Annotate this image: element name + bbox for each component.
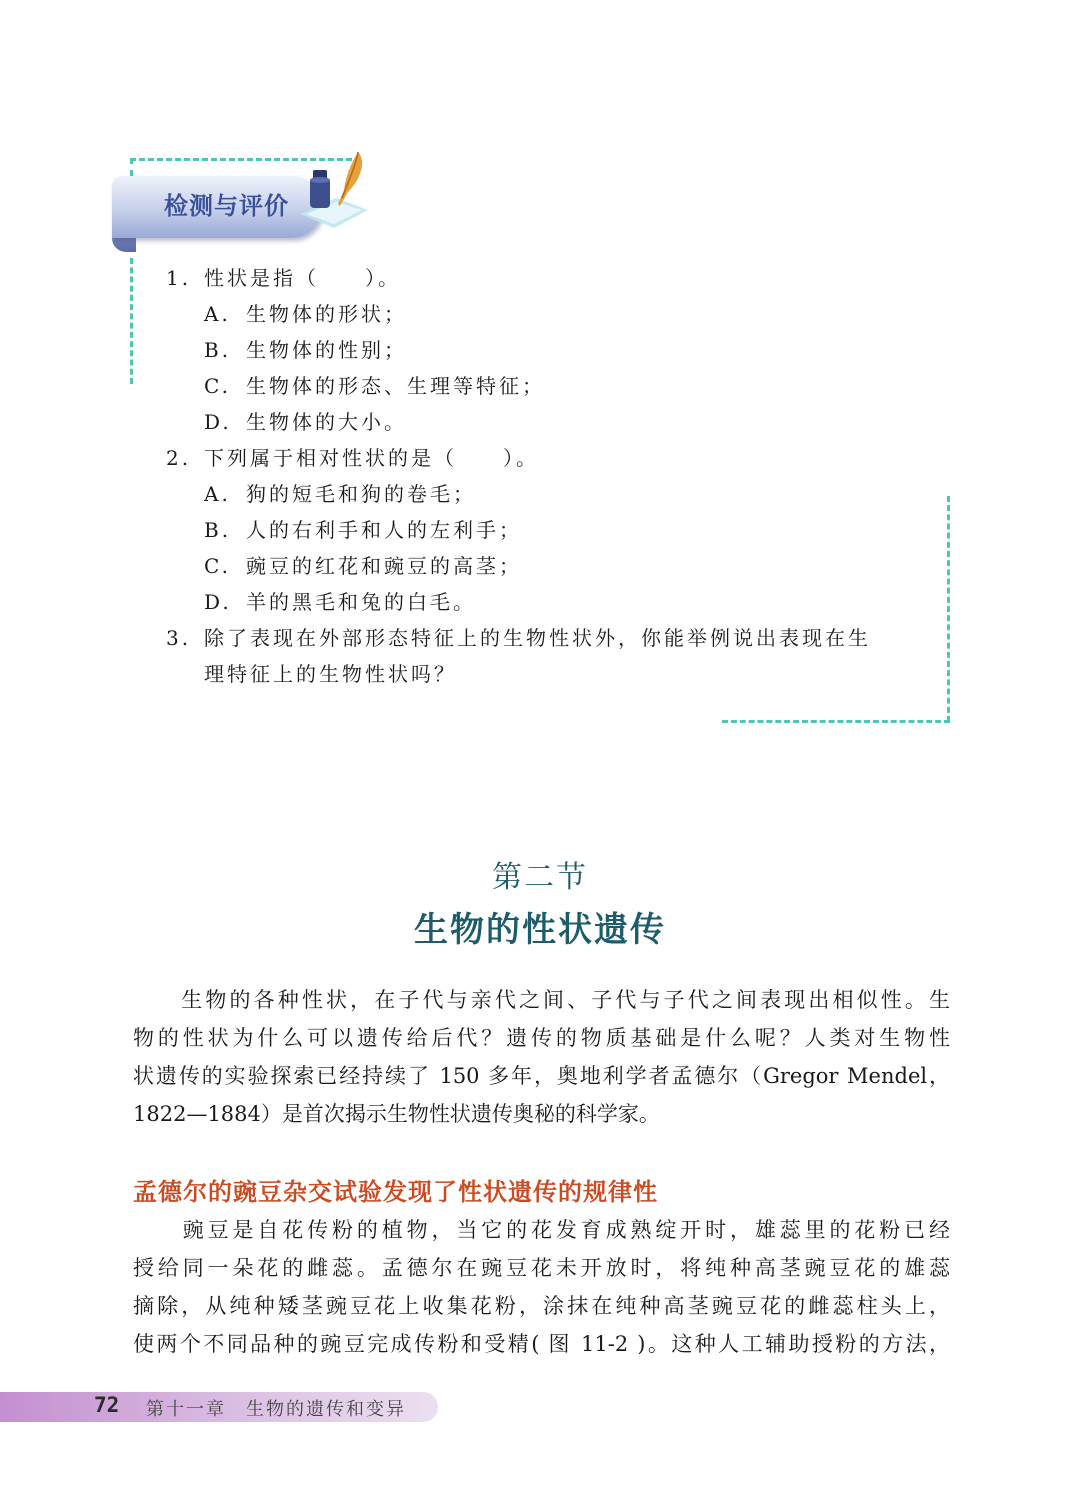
- question-1: [166, 262, 401, 291]
- q1-option-c: C. 生物体的形态、生理等特征；: [204, 374, 545, 398]
- q2-option-b: B. 人的右利手和人的左利手；: [204, 518, 522, 542]
- subsection-heading: 孟德尔的豌豆杂交试验发现了性状遗传的规律性: [133, 1178, 658, 1206]
- paragraph-line: 1822—1884）是首次揭示生物性状遗传奥秘的科学家。: [133, 1102, 660, 1126]
- section-title: 生物的性状遗传: [414, 910, 666, 950]
- frame-left-border-lower: [130, 258, 133, 384]
- q2-option-a: A. 狗的短毛和狗的卷毛；: [204, 482, 476, 506]
- question-3: [166, 622, 871, 651]
- paragraph-line: 授给同一朵花的雌蕊。孟德尔在豌豆花未开放时，将纯种高茎豌豆花的雄蕊: [133, 1256, 950, 1280]
- page-number: 72: [94, 1393, 120, 1417]
- q1-option-d: D. 生物体的大小。: [204, 410, 407, 434]
- question-text-line1: 除了表现在外部形态特征上的生物性状外，你能举例说出表现在生: [204, 626, 871, 650]
- question-2: [166, 442, 539, 471]
- frame-bottom-border: [722, 720, 950, 723]
- q2-option-d: D. 羊的黑毛和兔的白毛。: [204, 590, 476, 614]
- banner-title: 检测与评价: [164, 192, 289, 220]
- section-subtitle: 第二节: [492, 860, 588, 895]
- paragraph-line: 生物的各种性状，在子代与亲代之间、子代与子代之间表现出相似性。生: [133, 988, 950, 1012]
- q2-option-c: C. 豌豆的红花和豌豆的高茎；: [204, 554, 522, 578]
- question-number: 1.: [166, 266, 192, 290]
- question-text: 性状是指（ ）。: [204, 266, 401, 290]
- paragraph-line: 使两个不同品种的豌豆完成传粉和受精( 图 11-2 )。这种人工辅助授粉的方法，: [133, 1332, 950, 1356]
- question-3-line2: 理特征上的生物性状吗？: [204, 662, 457, 686]
- paragraph-line: 物的性状为什么可以遗传给后代？遗传的物质基础是什么呢？人类对生物性: [133, 1026, 950, 1050]
- inkwell-quill-icon: [296, 148, 374, 230]
- q1-option-b: B. 生物体的性别；: [204, 338, 407, 362]
- frame-left-border: [130, 158, 133, 176]
- paragraph-line: 摘除，从纯种矮茎豌豆花上收集花粉，涂抹在纯种高茎豌豆花的雌蕊柱头上，: [133, 1294, 950, 1318]
- question-text: 下列属于相对性状的是（ ）。: [204, 446, 539, 470]
- paragraph-line: 状遗传的实验探索已经持续了 150 多年，奥地利学者孟德尔（Gregor Mendel，: [133, 1064, 950, 1088]
- q1-option-a: A. 生物体的形状；: [204, 302, 407, 326]
- chapter-title: 第十一章 生物的遗传和变异: [146, 1399, 406, 1420]
- question-number: 2.: [166, 446, 192, 470]
- frame-right-border: [947, 496, 950, 722]
- question-number: 3.: [166, 626, 192, 650]
- paragraph-line: 豌豆是自花传粉的植物，当它的花发育成熟绽开时，雄蕊里的花粉已经: [133, 1218, 950, 1242]
